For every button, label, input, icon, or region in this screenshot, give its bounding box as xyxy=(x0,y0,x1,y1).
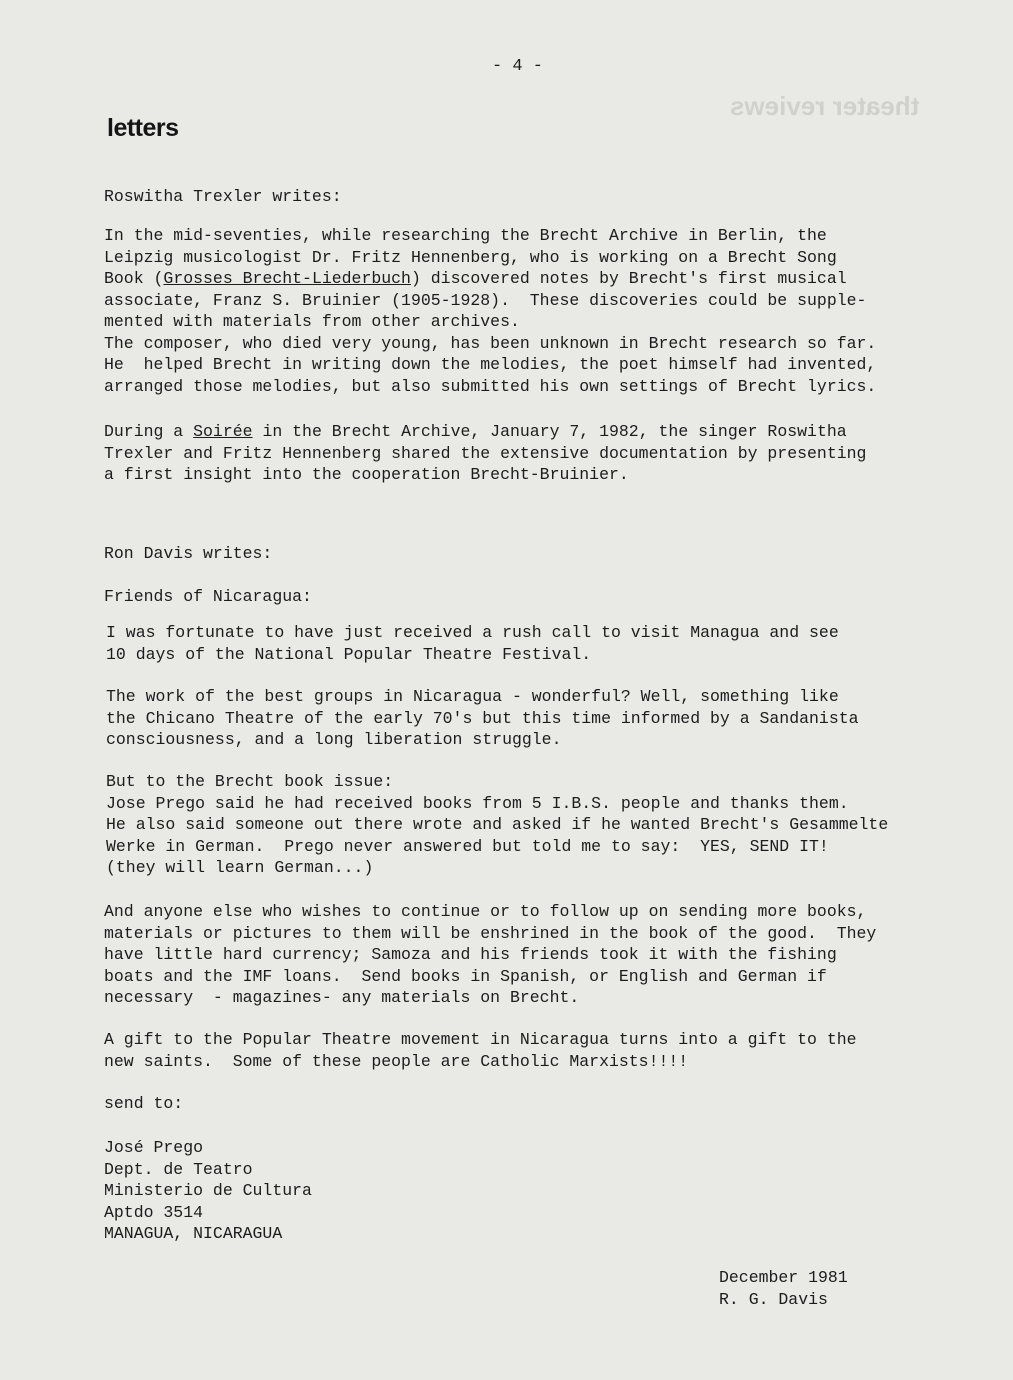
text-line: arranged those melodies, but also submitted his own settings of Brecht lyrics. xyxy=(104,376,877,396)
text-line: (they will learn German...) xyxy=(106,858,374,877)
address-line: Ministerio de Cultura xyxy=(104,1181,312,1200)
address-line: José Prego xyxy=(104,1138,204,1157)
signature-block xyxy=(719,1267,848,1310)
text-fragment: in the Brecht Archive, January 7, 1982, the singer Roswitha xyxy=(252,422,847,441)
bleed-through-heading: theater reviews xyxy=(730,91,920,121)
text-line: Trexler and Fritz Hennenberg shared the extensive documentation by presenting xyxy=(104,443,867,463)
letter1-intro: Roswitha Trexler writes: xyxy=(104,187,342,206)
address-line: Aptdo 3514 xyxy=(104,1202,204,1222)
text-line: But to the Brecht book issue: xyxy=(106,772,394,791)
text-line: A gift to the Popular Theatre movement in Nicaragua turns into a gift to the xyxy=(104,1030,857,1049)
text-line: materials or pictures to them will be enshrined in the book of the good. They xyxy=(104,923,877,943)
letter2-paragraph-3 xyxy=(106,771,966,879)
text-line: He also said someone out there wrote and asked if he wanted Brecht's Gesammelte xyxy=(106,815,889,834)
text-line: And anyone else who wishes to continue or to follow up on sending more books, xyxy=(104,902,867,921)
text-line xyxy=(104,268,964,290)
text-line: Jose Prego said he had received books from 5 I.B.S. people and thanks them. xyxy=(106,793,849,813)
soiree-word: Soirée xyxy=(193,422,253,441)
text-line: I was fortunate to have just received a rush call to visit Managua and see xyxy=(106,623,839,642)
text-line: new saints. Some of these people are Catholic Marxists!!!! xyxy=(104,1051,689,1071)
text-line: the Chicano Theatre of the early 70's but this time informed by a Sandanista xyxy=(106,708,859,728)
text-line: Werke in German. Prego never answered but told me to say: YES, SEND IT! xyxy=(106,836,829,856)
text-line: In the mid-seventies, while researching the Brecht Archive in Berlin, the xyxy=(104,226,827,245)
letter-date: December 1981 xyxy=(719,1268,848,1287)
signature-name: R. G. Davis xyxy=(719,1289,828,1309)
address-line: MANAGUA, NICARAGUA xyxy=(104,1224,283,1243)
mailing-address xyxy=(104,1137,964,1245)
text-line xyxy=(104,421,964,443)
text-line: a first insight into the cooperation Brecht-Bruinier. xyxy=(104,465,629,484)
text-line: He helped Brecht in writing down the melodies, the poet himself had invented, xyxy=(104,355,877,374)
text-line: associate, Franz S. Bruinier (1905-1928). These discoveries could be supple- xyxy=(104,290,867,310)
letter2-paragraph-1 xyxy=(106,622,966,665)
text-line: mented with materials from other archives. xyxy=(104,312,520,331)
section-title: letters xyxy=(107,114,179,142)
page-number: - 4 - xyxy=(492,57,544,76)
send-to-label: send to: xyxy=(104,1094,184,1113)
letter1-paragraph-1 xyxy=(104,225,964,397)
letter2-paragraph-5 xyxy=(104,1029,964,1072)
letter2-paragraph-4 xyxy=(104,901,964,1009)
text-fragment: During a xyxy=(104,422,194,441)
address-line: Dept. de Teatro xyxy=(104,1159,253,1179)
text-line: The work of the best groups in Nicaragua - wonderful? Well, something like xyxy=(106,687,839,706)
text-line: 10 days of the National Popular Theatre Festival. xyxy=(106,644,592,664)
text-fragment: ) discovered notes by Brecht's first musical xyxy=(410,269,847,288)
text-line: have little hard currency; Samoza and his friends took it with the fishing xyxy=(104,945,837,964)
text-line: Leipzig musicologist Dr. Fritz Hennenberg, who is working on a Brecht Song xyxy=(104,247,837,267)
letter1-paragraph-2 xyxy=(104,421,964,486)
letter2-salutation: Friends of Nicaragua: xyxy=(104,587,312,606)
text-line: consciousness, and a long liberation struggle. xyxy=(106,730,562,749)
letter2-paragraph-2 xyxy=(106,686,966,751)
letter2-intro: Ron Davis writes: xyxy=(104,544,273,563)
text-line: boats and the IMF loans. Send books in Spanish, or English and German if xyxy=(104,966,827,986)
text-line: The composer, who died very young, has been unknown in Brecht research so far. xyxy=(104,333,877,353)
book-title: Grosses Brecht-Liederbuch xyxy=(163,269,411,288)
text-line: necessary - magazines- any materials on Brecht. xyxy=(104,988,580,1007)
text-fragment: Book ( xyxy=(104,269,164,288)
